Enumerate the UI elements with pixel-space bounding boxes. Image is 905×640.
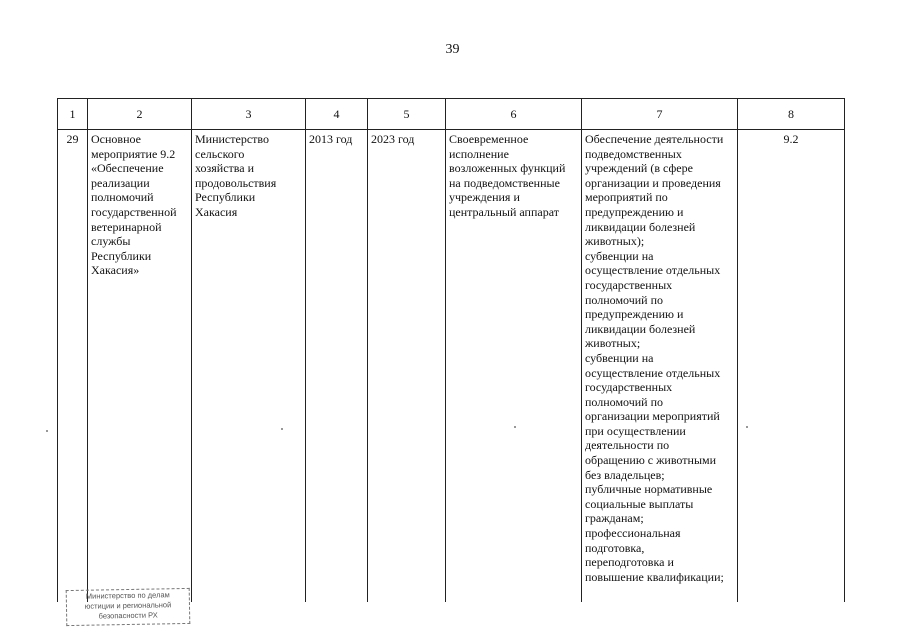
scan-speck (514, 426, 516, 428)
header-cell-2: 2 (88, 99, 192, 130)
directions-cell: Обеспечение деятельности подведомственных учреждений (в сфере организации и проведения мероприятий по предупреждению и ликвидации болезней животных); субвенции на осуществление отдельных государственных полномочий по предупреждению и ликвидации болезней животных; субвенции на осуществление отдельных государственных полномочий по организации мероприятий при осуществлении деятельности по обращению с животными без владельцев; публичные нормативные социальные выплаты гражданам; профессиональная подготовка, переподготовка и повышение квалификации; (582, 130, 738, 603)
program-table (57, 98, 845, 602)
header-cell-7: 7 (582, 99, 738, 130)
header-cell-3: 3 (192, 99, 306, 130)
scan-speck (281, 428, 283, 430)
stamp-line: Министерство по делам (85, 590, 170, 601)
indicator-cell: 9.2 (738, 130, 845, 603)
end-year-cell: 2023 год (368, 130, 446, 603)
header-cell-8: 8 (738, 99, 845, 130)
header-row (58, 99, 845, 130)
header-cell-4: 4 (306, 99, 368, 130)
event-cell: Основное мероприятие 9.2 «Обеспечение реализации полномочий государственной ветеринарной службы Республики Хакасия» (88, 130, 192, 603)
executor-cell: Министерство сельского хозяйства и продовольствия Республики Хакасия (192, 130, 306, 603)
table-row (58, 130, 845, 603)
registration-stamp (66, 588, 191, 626)
row-number-cell: 29 (58, 130, 88, 603)
header-cell-6: 6 (446, 99, 582, 130)
start-year-cell: 2013 год (306, 130, 368, 603)
header-cell-1: 1 (58, 99, 88, 130)
scan-speck (746, 426, 748, 428)
stamp-line: безопасности РХ (98, 610, 158, 621)
stamp-line: юстиции и региональной (84, 600, 172, 611)
header-cell-5: 5 (368, 99, 446, 130)
scan-speck (46, 430, 48, 432)
result-cell: Своевременное исполнение возложенных функций на подведомственные учреждения и центральный аппарат (446, 130, 582, 603)
page-number: 39 (445, 42, 460, 57)
